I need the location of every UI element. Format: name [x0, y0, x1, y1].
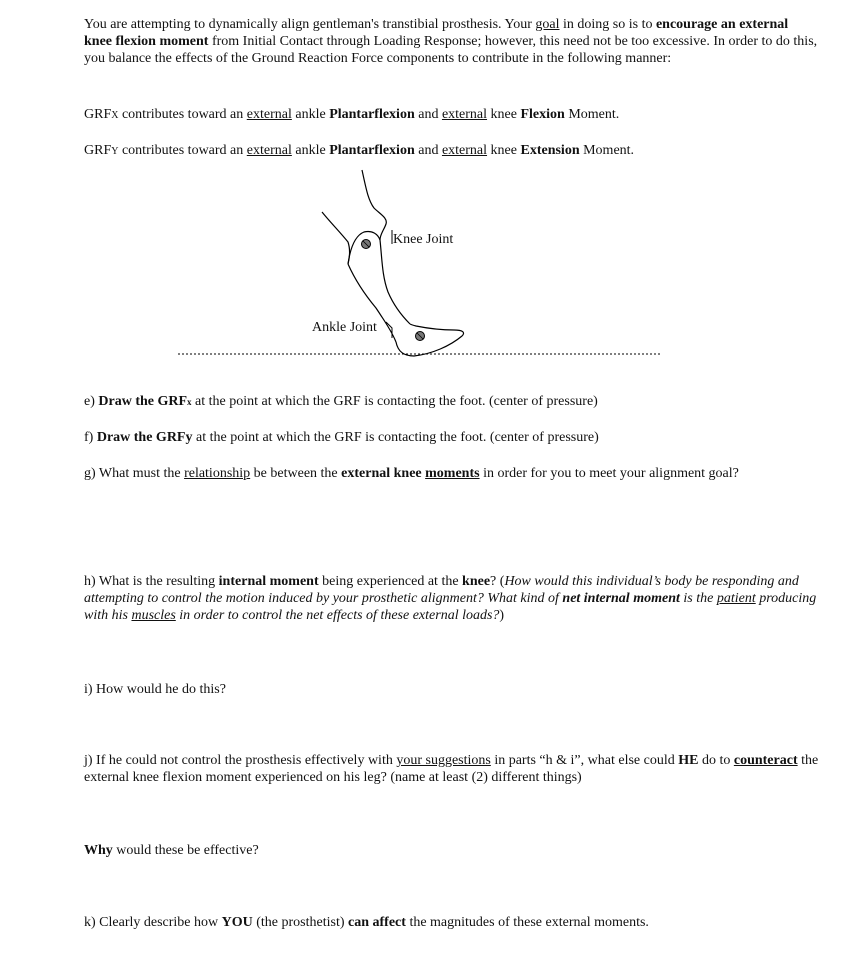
intro-paragraph: You are attempting to dynamically align gentleman's transtibial prosthesis. Your goal in doing so is to encourage an external knee flexion moment from Initial Contact through Loading Response; however, this need not be too excessive. In order to do this, you balance the effects of the Ground Reaction Force components to contribute in the following manner: [84, 17, 818, 66]
question-e: e) Draw the GRFx at the point at which the GRF is contacting the foot. (center of pressure) [84, 394, 598, 409]
question-h: h) What is the resulting internal moment being experienced at the knee? (How would this individual’s body be responding and attempting to control the motion induced by your prosthetic alignment? What kind of net internal moment is the patient producing with his muscles in order to control the net effects of these external loads?) [84, 574, 817, 623]
grfy-statement: GRFY contributes toward an external ankle Plantarflexion and external knee Extension Moment. [84, 143, 635, 158]
leg-anterior-contour [322, 212, 350, 264]
knee-joint-label: Knee Joint [393, 232, 454, 247]
prosthetic-foot [396, 324, 464, 356]
why-question: Why would these be effective? [84, 843, 259, 858]
question-k: k) Clearly describe how YOU (the prosthetist) can affect the magnitudes of these external moments. [84, 915, 649, 930]
prosthesis-drawing [170, 160, 670, 370]
question-i: i) How would he do this? [84, 682, 226, 697]
prosthesis-diagram [170, 160, 670, 370]
question-f: f) Draw the GRFy at the point at which the GRF is contacting the foot. (center of pressure) [84, 430, 599, 445]
question-j: j) If he could not control the prosthesis effectively with your suggestions in parts “h & i”, what else could HE do to counteract the external knee flexion moment experienced on his leg? (name at least (2) different things) [84, 753, 819, 785]
ankle-joint-label: Ankle Joint [312, 320, 377, 335]
shank-posterior [380, 240, 410, 324]
grfx-statement: GRFX contributes toward an external ankle Plantarflexion and external knee Flexion Moment. [84, 107, 620, 122]
question-g: g) What must the relationship be between the external knee moments in order for you to meet your alignment goal? [84, 466, 739, 481]
leg-posterior-contour [362, 170, 386, 240]
